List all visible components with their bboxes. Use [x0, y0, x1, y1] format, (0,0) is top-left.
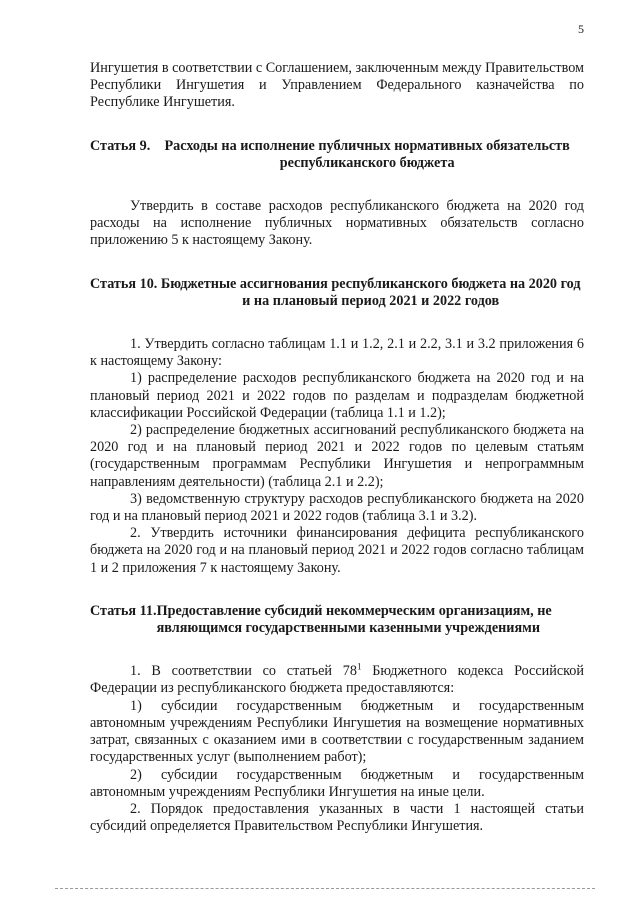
article-10-part-2: 2. Утвердить источники финансирования дефицита республиканского бюджета на 2020 год и на плановый период 2021 и 2022 годов согласно таблицам 1 и 2 приложения 7 к настоящему Закону. [90, 525, 584, 576]
page-bottom-divider [55, 888, 595, 890]
article-10-title: Бюджетные ассигнования республиканского бюджета на 2020 год и на плановый период 2021 и 2022 годов [160, 275, 581, 309]
article-11-label: Статья 11. [90, 602, 157, 619]
article-10-item-2: 2) распределение бюджетных ассигнований республиканского бюджета на 2020 год и на плановый период 2021 и 2022 годов по целевым статьям (государственным программам Республики Ингушетия и непрограммным направлениям деятельности) (таблица 2.1 и 2.2); [90, 422, 584, 490]
article-10-item-1: 1) распределение расходов республиканского бюджета на 2020 год и на плановый период 2021 и 2022 годов по разделам и подразделам бюджетной классификации Российской Федерации (таблица 1.1 и 1.2); [90, 370, 584, 421]
article-11-part-1-rest: Бюджетного кодекса Российской Федерации из республиканского бюджета предоставляются: [90, 663, 584, 697]
article-11-part-2: 2. Порядок предоставления указанных в части 1 настоящей статьи субсидий определяется Правительством Республики Ингушетия. [90, 800, 584, 835]
document-body [90, 60, 584, 835]
article-9-label: Статья 9. [90, 137, 151, 154]
article-11-item-2: 2) субсидии государственным бюджетным и государственным автономным учреждениям Республики Ингушетия на иные цели. [90, 766, 584, 800]
article-11-item-1: 1) субсидии государственным бюджетным и государственным автономным учреждениям Республики Ингушетия на возмещение нормативных затрат, связанных с оказанием ими в соответствии с государственным заданием государственных услуг (выполнением работ); [90, 697, 584, 766]
intro-paragraph: Ингушетия в соответствии с Соглашением, заключенным между Правительством Республики Ингушетия и Управлением Федерального казначейства по Республике Ингушетия. [90, 60, 584, 111]
article-9-title: Расходы на исполнение публичных нормативных обязательств республиканского бюджета [164, 137, 570, 171]
article-9-heading [90, 138, 584, 172]
article-10-part-1: 1. Утвердить согласно таблицам 1.1 и 1.2, 2.1 и 2.2, 3.1 и 3.2 приложения 6 к настоящему Закону: [90, 336, 584, 370]
article-11-part-1 [90, 663, 584, 697]
page-number: 5 [578, 22, 584, 36]
article-10-heading [90, 276, 584, 310]
article-11-title: Предоставление субсидий некоммерческим организациям, не являющимся государственными казенными учреждениями [156, 602, 552, 637]
article-11-heading [90, 603, 584, 637]
article-10-item-3: 3) ведомственную структуру расходов республиканского бюджета на 2020 год и на плановый период 2021 и 2022 годов (таблица 3.1 и 3.2). [90, 490, 584, 525]
article-9-paragraph: Утвердить в составе расходов республиканского бюджета на 2020 год расходы на исполнение публичных нормативных обязательств согласно приложению 5 к настоящему Закону. [90, 198, 584, 249]
article-11-part-1-text: 1. В соответствии со статьей 78 [130, 663, 357, 680]
article-10-label: Статья 10. [90, 275, 158, 292]
article-11-superscript: 1 [356, 661, 362, 672]
